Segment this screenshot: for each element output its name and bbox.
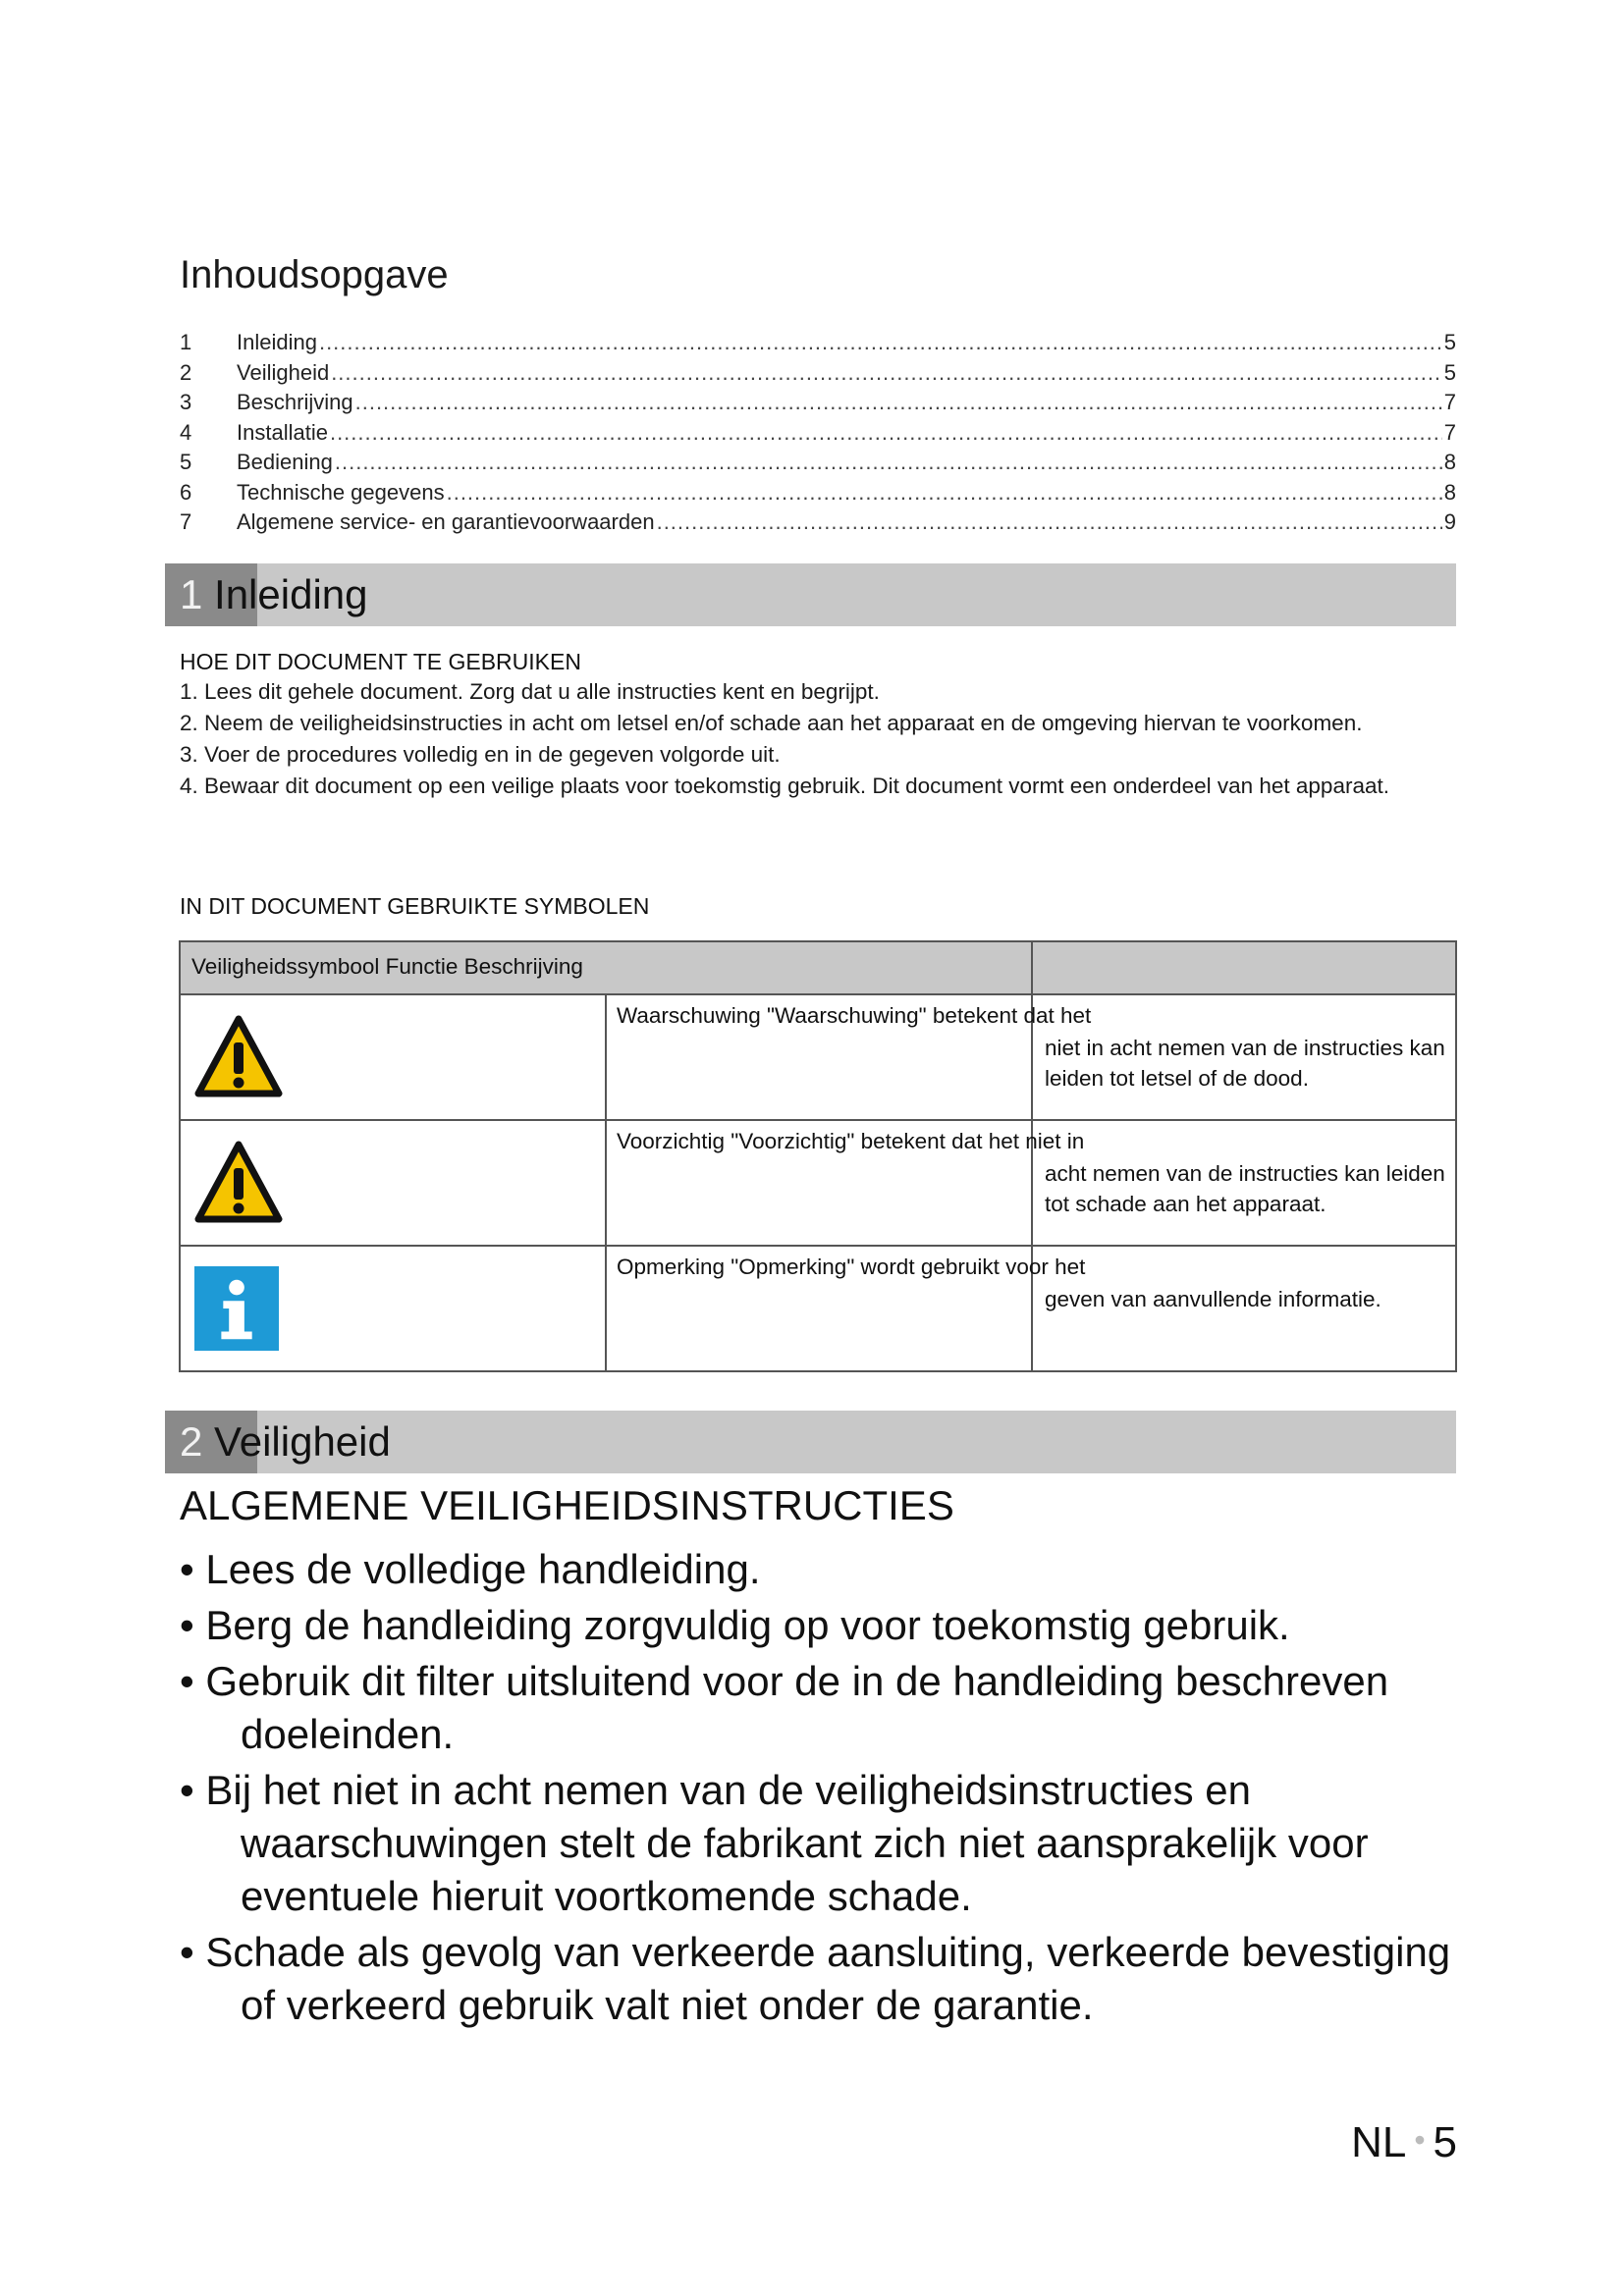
toc-item-page: 5 [1443,359,1456,385]
list-item: • Berg de handleiding zorgvuldig op voor toekomstig gebruik. [180,1602,1290,1648]
toc-item-label: Installatie [237,419,328,445]
toc-title: Inhoudsopgave [180,253,449,296]
table-row [180,994,1456,1120]
toc-item[interactable] [180,450,1456,480]
caution-icon [194,1141,283,1225]
symbol-function-text: Voorzichtig "Voorzichtig" betekent dat het niet in [617,1129,1085,1153]
section-title-text: Veiligheid [214,1418,391,1465]
toc-item[interactable] [180,390,1456,420]
toc-item-label: Veiligheid [237,359,330,385]
toc-item[interactable] [180,330,1456,360]
table-header-row [180,941,1456,994]
toc-leader-dots [331,360,1442,386]
toc-item-number: 7 [180,509,192,534]
toc-item-label: Algemene service- en garantievoorwaarden [237,509,655,534]
usage-list [180,677,1456,803]
toc-item[interactable] [180,420,1456,451]
usage-heading: HOE DIT DOCUMENT TE GEBRUIKEN [180,649,581,674]
toc-leader-dots [447,480,1442,506]
table-row [180,1246,1456,1371]
section-header-veiligheid [165,1411,1456,1473]
page-footer [1351,2118,1457,2167]
table-header-label: Veiligheidssymbool Functie Beschrijving [191,954,583,979]
toc-item-number: 2 [180,359,192,385]
section-title-text: Inleiding [214,571,368,617]
toc-item-label: Bediening [237,450,333,474]
toc-leader-dots [355,390,1442,415]
toc-item-label: Technische gegevens [237,479,445,505]
toc-leader-dots [330,420,1442,446]
toc-leader-dots [657,509,1442,535]
table-row [180,1120,1456,1246]
table-of-contents [180,330,1456,540]
warning-icon [194,1015,283,1099]
symbols-table [179,940,1457,1372]
symbol-function-text: Waarschuwing "Waarschuwing" betekent dat het [617,1003,1092,1028]
footer-language: NL [1351,2118,1407,2166]
toc-item[interactable] [180,509,1456,540]
section-title [180,1418,391,1466]
toc-item-page: 8 [1443,479,1456,505]
safety-heading: ALGEMENE VEILIGHEIDSINSTRUCTIES [180,1482,954,1528]
list-item: 2. Neem de veiligheidsinstructies in acht om letsel en/of schade aan het apparaat en de omgeving hiervan te voorkomen. [180,711,1363,735]
list-item: • Gebruik dit filter uitsluitend voor de in de handleiding beschreven doeleinden. [180,1658,1389,1757]
info-icon [194,1266,281,1353]
toc-item-page: 7 [1443,419,1456,445]
toc-item-page: 5 [1443,330,1456,354]
toc-item-page: 8 [1443,450,1456,474]
page-number: 5 [1433,2118,1457,2166]
list-item: • Bij het niet in acht nemen van de veiligheidsinstructies en waarschuwingen stelt de fabrikant zich niet aansprakelijk voor eventuele hieruit voortkomende schade. [180,1767,1369,1919]
list-item: 3. Voer de procedures volledig en in de gegeven volgorde uit. [180,742,781,767]
safety-bullet-list [180,1543,1466,2035]
toc-item-label: Inleiding [237,330,317,354]
section-header-inleiding [165,563,1456,626]
symbol-function-text: Opmerking "Opmerking" wordt gebruikt voor het [617,1255,1086,1279]
toc-item-label: Beschrijving [237,390,353,414]
list-item: 1. Lees dit gehele document. Zorg dat u alle instructies kent en begrijpt. [180,679,880,704]
toc-item-number: 1 [180,330,192,354]
section-title [180,571,368,618]
toc-item-page: 9 [1443,509,1456,534]
symbol-description: acht nemen van de instructies kan leiden tot schade aan het apparaat. [1045,1161,1445,1216]
toc-item-number: 3 [180,390,192,414]
toc-leader-dots [335,450,1442,475]
symbol-description: geven van aanvullende informatie. [1045,1287,1381,1311]
toc-item-number: 4 [180,419,192,445]
list-item: 4. Bewaar dit document op een veilige plaats voor toekomstig gebruik. Dit document vormt een onderdeel van het apparaat. [180,774,1389,798]
list-item: • Schade als gevolg van verkeerde aansluiting, verkeerde bevestiging of verkeerd gebruik valt niet onder de garantie. [180,1929,1451,2028]
section-number: 2 [180,1418,203,1465]
toc-item-number: 5 [180,450,192,474]
toc-item-number: 6 [180,479,192,505]
footer-separator: • [1414,2122,1426,2158]
toc-leader-dots [319,330,1442,355]
toc-item[interactable] [180,360,1456,391]
list-item: • Lees de volledige handleiding. [180,1546,761,1592]
section-number: 1 [180,571,203,617]
symbol-description: niet in acht nemen van de instructies kan leiden tot letsel of de dood. [1045,1036,1445,1091]
symbols-heading: IN DIT DOCUMENT GEBRUIKTE SYMBOLEN [180,893,650,919]
toc-item[interactable] [180,480,1456,510]
toc-item-page: 7 [1443,390,1456,414]
